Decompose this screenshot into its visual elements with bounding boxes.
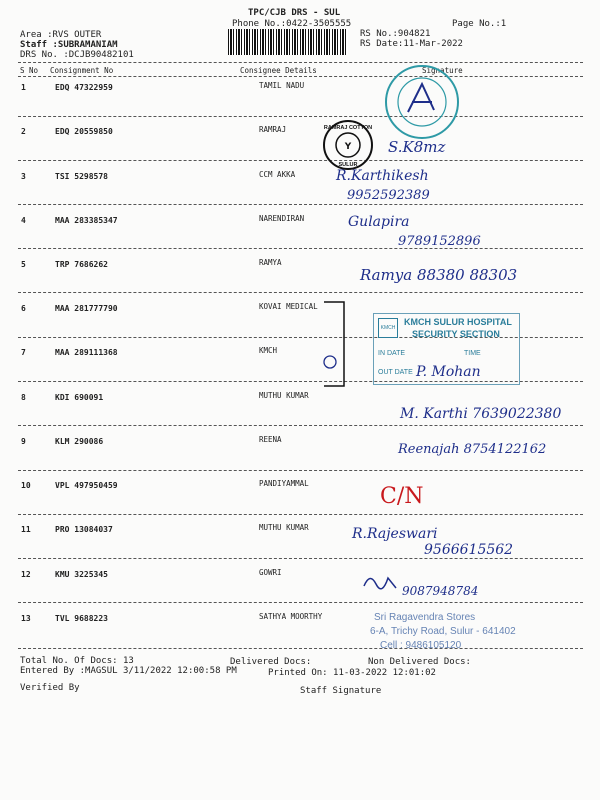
tamilnadu-round-stamp — [382, 62, 462, 142]
kmch-out-date: OUT DATE — [378, 369, 413, 376]
document-title: TPC/CJB DRS - SUL — [248, 8, 341, 18]
signature-row-7: P. Mohan — [416, 364, 481, 380]
drs-number: DRS No. :DCJB90482101 — [20, 50, 134, 60]
row-consignment: KMU 3225345 — [55, 570, 108, 579]
phone-row-11: 9566615562 — [424, 542, 514, 558]
row-sno: 2 — [21, 127, 26, 136]
row-consignment: VPL 497950459 — [55, 481, 118, 490]
kmch-logo-icon: KMCH — [378, 318, 398, 338]
staff-field: Staff :SUBRAMANIAM — [20, 40, 118, 50]
row-divider — [18, 558, 583, 559]
signature-row-8: M. Karthi 7639022380 — [400, 406, 562, 422]
divider — [18, 62, 583, 63]
col-consignment: Consignment No — [50, 66, 114, 75]
sri-ragavendra-stamp — [370, 610, 535, 658]
row-divider — [18, 470, 583, 471]
row-consignee: KOVAI MEDICAL — [259, 302, 318, 311]
phone-row-4: 9789152896 — [398, 234, 481, 249]
row-divider — [18, 204, 583, 205]
barcode — [228, 29, 348, 55]
ramraj-round-stamp — [318, 118, 378, 172]
row-consignment: EDQ 20559850 — [55, 127, 113, 136]
row-consignee: TAMIL NADU — [259, 81, 305, 90]
row-consignee: KMCH — [259, 346, 278, 355]
row-consignee: PANDIYAMMAL — [259, 479, 309, 488]
row-consignee: NARENDIRAN — [259, 214, 305, 223]
non-delivered-docs: Non Delivered Docs: — [368, 657, 471, 667]
row-sno: 1 — [21, 83, 26, 92]
sri-stamp-line1: Sri Ragavendra Stores — [374, 612, 476, 623]
row-divider — [18, 248, 583, 249]
row-consignment: KLM 290086 — [55, 437, 104, 446]
kmch-time: TIME — [464, 350, 481, 357]
signature-row-12-scribble — [360, 570, 400, 592]
row-sno: 7 — [21, 348, 26, 357]
kmch-stamp-sub: SECURITY SECTION — [412, 329, 500, 339]
sri-stamp-line2: 6-A, Trichy Road, Sulur - 641402 — [370, 626, 516, 637]
signature-row-4: Gulapira — [348, 214, 410, 230]
kmch-stamp-title: KMCH SULUR HOSPITAL — [404, 317, 512, 327]
total-docs: Total No. Of Docs: 13 — [20, 656, 134, 666]
row-sno: 12 — [21, 570, 31, 579]
row-consignment: MAA 281777790 — [55, 304, 118, 313]
staff-signature: Staff Signature — [300, 686, 382, 696]
page-number: Page No.:1 — [452, 19, 507, 29]
entered-by: Entered By :MAGSUL 3/11/2022 12:00:58 PM — [20, 666, 237, 676]
row-consignee: GOWRI — [259, 568, 282, 577]
col-sno: S No — [20, 66, 39, 75]
row-sno: 5 — [21, 260, 26, 269]
signature-row-2: S.K8mz — [388, 138, 446, 156]
phone-number: Phone No.:0422-3505555 — [232, 19, 352, 29]
row-sno: 4 — [21, 216, 26, 225]
verified-by: Verified By — [20, 683, 80, 693]
row-consignment: KDI 690091 — [55, 393, 104, 402]
row-consignment: TVL 9688223 — [55, 614, 108, 623]
ramraj-stamp-sub: SULUR — [338, 162, 358, 168]
signature-row-3: R.Karthikesh — [336, 168, 429, 184]
col-signature: Signature — [422, 66, 463, 75]
row-divider — [18, 160, 583, 161]
delivered-docs: Delivered Docs: — [230, 657, 312, 667]
row-consignment: MAA 289111368 — [55, 348, 118, 357]
row-divider — [18, 602, 583, 603]
row-sno: 11 — [21, 525, 31, 534]
row-consignee: CCM AKKA — [259, 170, 296, 179]
row-consignee: SATHYA MOORTHY — [259, 612, 323, 621]
svg-text:Y: Y — [344, 142, 352, 152]
row-consignment: MAA 283385347 — [55, 216, 118, 225]
row-consignee: MUTHU KUMAR — [259, 523, 309, 532]
row-sno: 10 — [21, 481, 31, 490]
row-consignee: RAMYA — [259, 258, 282, 267]
row-consignee: RAMRAJ — [259, 125, 287, 134]
row-divider — [18, 514, 583, 515]
row-divider — [18, 116, 583, 117]
row-sno: 6 — [21, 304, 26, 313]
area-field: Area :RVS OUTER — [20, 30, 102, 40]
signature-row-9: Reenajah 8754122162 — [398, 442, 547, 457]
row-sno: 3 — [21, 172, 26, 181]
phone-row-12: 9087948784 — [402, 584, 479, 598]
bracket-mark — [318, 300, 358, 390]
row-consignee: REENA — [259, 435, 282, 444]
rs-number: RS No.:904821 — [360, 29, 431, 39]
phone-row-3: 9952592389 — [347, 188, 430, 203]
sri-stamp-line3: Cell : 9486105120 — [380, 640, 462, 651]
row-consignment: TSI 5298578 — [55, 172, 108, 181]
row-consignment: PRO 13084037 — [55, 525, 113, 534]
col-consignee: Consignee Details — [240, 66, 317, 75]
row-divider — [18, 425, 583, 426]
rs-date: RS Date:11-Mar-2022 — [360, 39, 463, 49]
signature-row-11: R.Rajeswari — [352, 526, 438, 542]
row-consignment: EDQ 47322959 — [55, 83, 113, 92]
row-consignment: TRP 7686262 — [55, 260, 108, 269]
signature-row-5: Ramya 88380 88303 — [360, 266, 518, 284]
cn-mark-row-10: C/N — [380, 484, 424, 509]
row-consignee: MUTHU KUMAR — [259, 391, 309, 400]
divider — [18, 76, 583, 77]
row-sno: 13 — [21, 614, 31, 623]
ramraj-stamp-text: RAMRAJ COTTON — [323, 125, 373, 131]
row-sno: 8 — [21, 393, 26, 402]
row-divider — [18, 292, 583, 293]
row-sno: 9 — [21, 437, 26, 446]
kmch-in-date: IN DATE — [378, 350, 406, 357]
printed-on: Printed On: 11-03-2022 12:01:02 — [268, 668, 436, 678]
